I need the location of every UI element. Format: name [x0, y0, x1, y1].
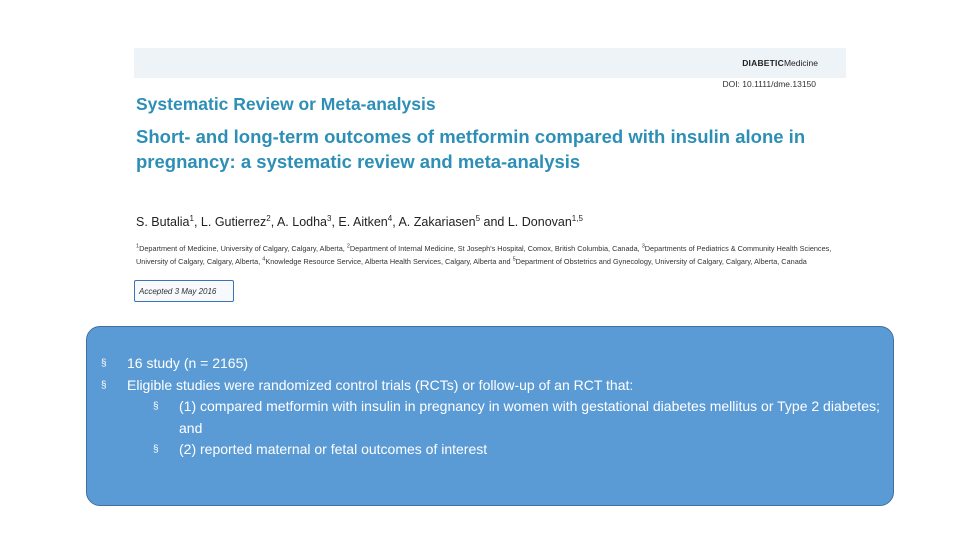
sub-bullet-item: [101, 396, 881, 439]
author: L. Gutierrez$^2$,: [200, 214, 277, 230]
author: A. Lodha$^3$,: [276, 214, 339, 230]
bullet-marker-icon: §: [101, 379, 107, 391]
article-title: Short- and long-term outcomes of metformin compared with insulin alone in pregnancy: a systematic review and meta-analysis: [136, 126, 806, 172]
sub-bullet-item: [101, 439, 881, 461]
author-list: [136, 214, 836, 229]
affiliation: $^4$Knowledge Resource Service, Alberta Health Services, Calgary, Alberta and: [262, 256, 513, 267]
accepted-date-badge: Accepted 3 May 2016: [134, 280, 234, 302]
affiliation: $^1$Department of Medicine, University of Calgary, Calgary, Alberta,: [136, 244, 347, 254]
article-type-heading: Systematic Review or Meta-analysis: [136, 94, 436, 114]
journal-header-band: [134, 48, 846, 78]
author: E. Aitken$^4$,: [338, 214, 399, 230]
author: L. Donovan$^{1,5}$: [507, 214, 583, 230]
bullet-text: (1) compared metformin with insulin in pregnancy in women with gestational diabetes mellitus or Type 2 diabetes; and: [179, 398, 880, 436]
bullet-item: [101, 375, 881, 397]
paper-excerpt-image: [134, 48, 846, 310]
bullet-text: (2) reported maternal or fetal outcomes of interest: [179, 441, 488, 457]
bullet-item: [101, 353, 881, 375]
journal-name: DIABETICMedicine: [742, 58, 818, 68]
affiliation: $^5$Department of Obstetrics and Gynecology, University of Calgary, Calgary, Alberta, Canada: [512, 256, 807, 267]
bullet-marker-icon: §: [153, 444, 159, 455]
summary-bullet-list: [101, 353, 881, 461]
affiliations: [136, 242, 836, 268]
summary-box: [86, 326, 894, 506]
bullet-marker-icon: §: [153, 401, 159, 412]
bullet-text: 16 study (n = 2165): [127, 355, 249, 371]
author: S. Butalia$^1$,: [136, 214, 201, 230]
bullet-text: Eligible studies were randomized control trials (RCTs) or follow-up of an RCT that:: [127, 376, 634, 393]
affiliation: $^2$Department of Internal Medicine, St Joseph's Hospital, Comox, British Columbia, Canada,: [346, 244, 642, 254]
bullet-marker-icon: §: [101, 358, 107, 369]
author: A. Zakariasen$^5$ and: [398, 214, 508, 230]
affiliation: $^3$Departments of Pediatrics & Community Health Sciences, University of Calgary, Calgary, Alberta,: [136, 244, 832, 267]
doi-label: DOI: 10.1111/dme.13150: [722, 79, 816, 89]
